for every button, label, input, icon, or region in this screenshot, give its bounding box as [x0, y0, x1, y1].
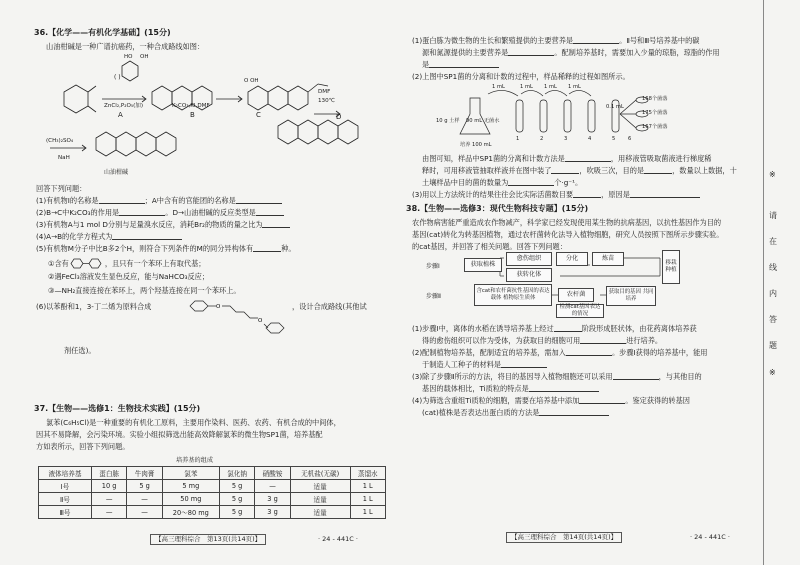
- side-char: 答: [769, 315, 777, 324]
- answer-prompt: 回答下列问题：: [36, 184, 87, 193]
- q38-s8: (cat)植株是否表达出蛋白质的方法是: [422, 408, 609, 418]
- q38-s2: 得的愈伤组织可以作为受体，为获取目的细胞可用 进行培养。: [422, 336, 663, 345]
- right-l7: 土壤样品中目的菌的数量为 个·g⁻¹。: [422, 178, 583, 187]
- flow-box: 炼苗: [592, 252, 624, 266]
- q38-s5: (3)除了步骤Ⅱ所示的方法，将目的基因导入植物细胞还可以采用 ，与其他目的: [412, 372, 702, 381]
- dil-label: 1 mL: [492, 84, 505, 90]
- flow-box: 检测cat基因表达的情况: [556, 304, 604, 318]
- footer-left-code: · 24 - 441C ·: [318, 535, 358, 543]
- vol-label: 0.1 mL: [606, 104, 624, 110]
- reagent-1: ( ): [114, 74, 121, 81]
- tube-number: 3: [564, 136, 568, 142]
- q38-s1: (1)步骤Ⅰ中，离体的水稻在诱导培养基上经过 阶段形成胚状体，由花药离体培养获: [412, 324, 697, 333]
- table-row: Ⅰ号 10 g 5 g 5 mg 5 g — 适量 1 L: [39, 480, 386, 493]
- side-char: 在: [769, 237, 777, 246]
- water-label: 90 mL 无菌水: [466, 118, 500, 124]
- q36-cond3: ③—NH₂直接连接在苯环上，两个羟基连接在同一个苯环上。: [48, 286, 241, 295]
- product-name: 山油柑碱: [104, 169, 129, 176]
- flow-box: 获转化体: [506, 268, 552, 282]
- svg-text:O OH: O OH: [244, 78, 259, 84]
- label-B: B: [190, 111, 195, 119]
- right-l2: 源和氮源提供的主要营养是 。配制培养基时，需要加入少量的琼脂，琼脂的作用: [422, 48, 720, 57]
- q36-sub5: (5)有机物M分子中比B多2个H，则符合下列条件的M的同分异构体有 种。: [36, 244, 296, 253]
- q36-sub6b: ，设计合成路线(其他试: [292, 302, 367, 311]
- q38-p1: 农作物病害能严重造成农作物减产，科学家已经发现使用某生物的抗病基因，以抗性基因作为目的: [412, 218, 722, 227]
- count-label: 175个菌落: [642, 110, 668, 116]
- count-label: 167个菌落: [642, 124, 668, 130]
- side-char: 题: [769, 341, 777, 350]
- dil-label: 1 mL: [544, 84, 557, 90]
- q36-cond1: ①含有 ，且只有一个苯环上有取代基；: [48, 259, 206, 268]
- q37-p1: 氯苯(C₆H₅Cl)是一种重要的有机化工原料，主要用作染料、医药、农药、有机合成的中间体，: [46, 418, 341, 427]
- tube-number: 1: [516, 136, 520, 142]
- q36-sub3: (3)有机物A与1 mol D分别与足量溴水反应，消耗Br₂的物质的量之比为: [36, 220, 290, 230]
- flow-box: 获取植株: [464, 258, 502, 272]
- flow-box: 移栽种植: [662, 250, 680, 284]
- flask-label: 培养 100 mL: [460, 142, 492, 148]
- svg-text:O: O: [216, 304, 221, 310]
- q38-s6: 基因的载体相比，Ti质粒的特点是: [422, 384, 599, 394]
- binding-margin: [763, 0, 786, 565]
- right-l6: 释时，可用移液管抽取样液并在图中装了 ，吹吸三次，目的是 ，数量以上数据，十: [422, 166, 737, 175]
- q36-sub6c: 剂任选)。: [64, 346, 96, 355]
- tube-number: 6: [628, 136, 632, 142]
- svg-text:OH: OH: [140, 54, 149, 60]
- tube-number: 5: [612, 136, 616, 142]
- q38-s7: (4)为筛选含重组Ti质粒的细胞，需要在培养基中添加 。鉴定获得的转基因: [412, 396, 690, 405]
- footer-right-code: · 24 - 441C ·: [690, 533, 730, 541]
- right-l1: (1)蛋白胨为微生物的生长和繁殖提供的主要营养是 。Ⅱ号和Ⅲ号培养基中的碳: [412, 36, 700, 45]
- reagent-5: 130℃: [318, 98, 335, 104]
- target-molecule: [186, 298, 286, 338]
- q36-cond2: ②遇FeCl₃溶液发生显色反应，能与NaHCO₃反应；: [48, 272, 210, 281]
- right-l8: (3)用以上方法统计的结果往往会比实际活菌数目要 ，原因是: [412, 190, 700, 200]
- right-l4: (2)上图中SP1菌的分离和计数的过程中，样品稀释的过程如图所示。: [412, 72, 630, 81]
- q38-s4: 于制造人工种子的材料是: [422, 360, 547, 370]
- q38-s3: (2)配制植物培养基，配制适宜的培养基，需加入 。步骤Ⅰ获得的培养基中，能用: [412, 348, 708, 357]
- tube-number: 4: [588, 136, 592, 142]
- label-A: A: [118, 111, 123, 119]
- q38-p3: 的cat基因，并回答了相关问题。回答下列问题：: [412, 242, 567, 251]
- reagent-6: (CH₃)₂SO₄: [46, 138, 74, 144]
- q36-title: 36.【化学——有机化学基础】(15分): [34, 28, 171, 37]
- table-row: Ⅱ号 — — 50 mg 5 g 3 g 适量 1 L: [39, 493, 386, 506]
- reagent-2: ZnCl₂,P₂O₅(加): [104, 103, 144, 109]
- label-C: C: [256, 111, 261, 119]
- step1-label: 步骤Ⅰ: [426, 263, 440, 270]
- reaction-scheme: [44, 52, 384, 172]
- reagent-7: NaH: [58, 155, 70, 161]
- q38-title: 38.【生物——选修3：现代生物科技专题】(15分): [406, 204, 589, 213]
- q36-sub4: (4)A→B的化学方程式为: [36, 232, 182, 242]
- q36-sub2: (2)B→C中K₂CO₃的作用是 。D→山油柑碱的反应类型是: [36, 208, 284, 218]
- right-l5: 由图可知，样品中SP1菌的分离和计数方法是 ，用移液管吸取菌液进行梯度稀: [422, 154, 712, 163]
- reagent-3: K₂CO₃,KI,DMF: [172, 103, 210, 109]
- q36-intro: 山油柑碱是一种广谱抗癌药，一种合成路线如图：: [46, 42, 205, 51]
- dil-label: 1 mL: [568, 84, 581, 90]
- svg-text:O: O: [258, 318, 263, 324]
- q37-p3: 方如表所示，回答下列问题。: [36, 442, 130, 451]
- q36-sub1: (1)有机物Ⅰ的名称是 ；A中含有的官能团的名称是: [36, 196, 282, 206]
- table-row: Ⅲ号 — — 20～80 mg 5 g 3 g 适量 1 L: [39, 506, 386, 519]
- tube-number: 2: [540, 136, 544, 142]
- flow-box: 农杆菌: [558, 288, 594, 302]
- footer-left-label: 【高三理科综合 第13页(共14页)】: [150, 534, 266, 545]
- table-caption: 培养基的组成: [176, 457, 214, 464]
- footer-right-label: 【高三理科综合 第14页(共14页)】: [506, 532, 622, 543]
- q38-p2: 基因(cat)转化为转基因植物，通过农杆菌转化法导入植物细胞，研究人员按照下图所示步骤实验。: [412, 230, 724, 239]
- count-label: 168个菌落: [642, 96, 668, 102]
- side-char: 请: [769, 211, 777, 220]
- flow-box: 获取目的基因 共同培养: [606, 286, 656, 306]
- right-l3: 是: [422, 60, 499, 70]
- q36-sub6: (6)以苯酚和1，3-丁二烯为原料合成: [36, 302, 152, 311]
- q37-title: 37.【生物——选修1：生物技术实践】(15分): [34, 404, 201, 413]
- side-char: 内: [769, 289, 777, 298]
- side-char: ※: [769, 368, 776, 377]
- flow-box: 分化: [556, 252, 588, 266]
- sample-label: 10 g 土样: [436, 118, 460, 124]
- label-D: D: [336, 113, 342, 121]
- flow-box: 含cat和农杆菌抗性基因的表达载体 植物原生质体: [474, 284, 552, 306]
- q37-p2: 因其不易降解，会污染环境。实验小组拟筛选出能高效降解氯苯的微生物SP1菌，培养基配: [36, 430, 323, 439]
- culture-table: [38, 466, 386, 519]
- reagent-4: DMF: [318, 89, 331, 95]
- flow-box: 愈伤组织: [506, 252, 552, 266]
- biphenyl-icon: [69, 258, 105, 269]
- dil-label: 1 mL: [520, 84, 533, 90]
- table-header-row: 液体培养基 蛋白胨 牛肉膏 氯苯 氯化钠 硝酸铵 无机盐(无碳) 蒸馏水: [39, 467, 386, 480]
- side-char: ※: [769, 170, 776, 179]
- side-char: 线: [769, 263, 777, 272]
- svg-text:HO: HO: [124, 54, 133, 60]
- step2-label: 步骤Ⅱ: [426, 293, 441, 300]
